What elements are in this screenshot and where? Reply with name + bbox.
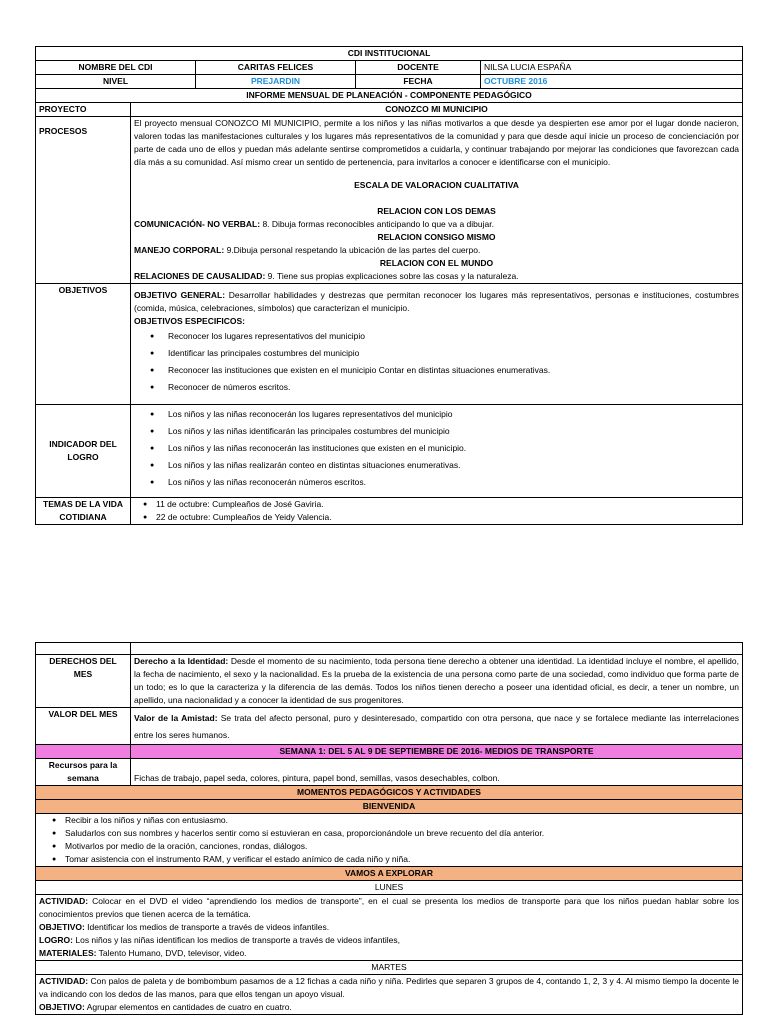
lunes-materiales (39, 947, 739, 960)
com-line (134, 218, 739, 231)
causal-label: RELACIONES DE CAUSALIDAD: (134, 271, 266, 281)
lunes-act-label: ACTIVIDAD: (39, 896, 89, 906)
valor-cell (131, 708, 743, 745)
indicador-cell (131, 405, 743, 498)
valor-title: Valor de la Amistad: (134, 713, 218, 723)
list-item: ● Los niños y las niñas reconocerán las instituciones que existen en el municipio. (168, 440, 739, 457)
martes-objetivo (39, 1001, 739, 1014)
procesos-text: El proyecto mensual CONOZCO MI MUNICIPIO, permite a los niños y las niñas motivarlos a que desde ya despierten ese amor por el lugar donde nacieron, valoren todas las manifestaciones culturales y los lugares más representativos de la comunidad y para que desde aquí inicie un proceso de concienciación por parte de cada uno de ellos y puedan más adelante sentirse comprometidos a cuidarla, y continuar trabajando por mejorar las condiciones que favorezcan cada día más a su comunidad. Así mismo crear un sentido de pertenencia, para invitarlos a conocer e identificarse con el municipio. (134, 118, 740, 167)
lunes-logro-text: Los niños y las niñas identifican los medios de transporte a través de videos infantiles, (73, 935, 400, 945)
fecha-label: FECHA (356, 75, 481, 89)
docente-value: NILSA LUCIA ESPAÑA (481, 61, 743, 75)
explorar-title: VAMOS A EXPLORAR (36, 867, 743, 881)
indicador-label: INDICADOR DEL LOGRO (36, 405, 131, 498)
lunes-act-text: Colocar en el DVD el video “aprendiendo los medios de transporte”, en el cual se presenta los medios de transporte para que los niños puedan hablar sobre los conocimientos previos que tienen acerca de la temática. (39, 896, 739, 919)
lunes-logro-label: LOGRO: (39, 935, 73, 945)
planning-table-bottom (35, 642, 743, 1015)
lunes-actividad (39, 895, 739, 921)
scale-title: ESCALA DE VALORACION CUALITATIVA (354, 180, 519, 190)
proyecto-value: CONOZCO MI MUNICIPIO (131, 103, 743, 117)
manejo-text: 9.Dibuja personal respetando la ubicación de las partes del cuerpo. (224, 245, 481, 255)
lunes-logro (39, 934, 739, 947)
list-item: ● Identificar las principales costumbres del municipio (168, 345, 739, 362)
derechos-title: Derecho a la Identidad: (134, 656, 229, 666)
objetivo-general-label: OBJETIVO GENERAL: (134, 290, 226, 300)
lunes-objetivo (39, 921, 739, 934)
valor-label: VALOR DEL MES (36, 708, 131, 745)
causal-line (134, 270, 739, 283)
list-item: ● Los niños y las niñas reconocerán los lugares representativos del municipio (168, 406, 739, 423)
list-item: ● Reconocer los lugares representativos del municipio (168, 328, 739, 345)
causal-text: 9. Tiene sus propias explicaciones sobre las cosas y la naturaleza. (265, 271, 519, 281)
momentos-title: MOMENTOS PEDAGÓGICOS Y ACTIVIDADES (36, 786, 743, 800)
report-title: INFORME MENSUAL DE PLANEACIÓN - COMPONENTE PEDAGÓGICO (36, 89, 743, 103)
lunes-obj-text: Identificar los medios de transporte a través de videos infantiles. (84, 922, 330, 932)
objetivos-label: OBJETIVOS (36, 284, 131, 405)
lunes-mat-label: MATERIALES: (39, 948, 97, 958)
cdi-value: CARITAS FELICES (196, 61, 356, 75)
martes-act-label: ACTIVIDAD: (39, 976, 89, 986)
proyecto-label: PROYECTO (36, 103, 131, 117)
list-item: ● Reconocer de números escritos. (168, 379, 739, 396)
procesos-cell (131, 117, 743, 284)
list-item: ● Saludarlos con sus nombres y hacerlos sentir como si estuvieran en casa, proporcionándole un breve recuento del día anterior. (65, 827, 739, 840)
martes-cell (36, 975, 743, 1015)
lunes-cell (36, 895, 743, 961)
rel-mismo-heading: RELACION CONSIGO MISMO (377, 232, 496, 242)
cdi-label: NOMBRE DEL CDI (36, 61, 196, 75)
manejo-label: MANEJO CORPORAL: (134, 245, 225, 255)
list-item: ● Recibir a los niños y niñas con entusiasmo. (65, 814, 739, 827)
com-text: 8. Dibuja formas reconocibles anticipando lo que va a dibujar. (260, 219, 494, 229)
empty-cell (36, 643, 131, 655)
rel-demas-heading: RELACION CON LOS DEMAS (377, 206, 496, 216)
valor-text: Se trata del afecto personal, puro y desinteresado, compartido con otra persona, que nace y se fortalece mediante las interrelaciones entre los seres humanos. (134, 713, 739, 740)
docente-label: DOCENTE (356, 61, 481, 75)
rel-mundo-heading: RELACION CON EL MUNDO (379, 258, 494, 268)
recursos-text: Fichas de trabajo, papel seda, colores, pintura, papel bond, semillas, vasos desechables, colbon. (131, 759, 743, 786)
lunes-title: LUNES (36, 881, 743, 895)
list-item: ● 22 de octubre: Cumpleaños de Yeidy Valencia. (156, 511, 739, 524)
objetivos-especificos-label: OBJETIVOS ESPECIFICOS: (134, 316, 245, 326)
institution-title: CDI INSTITUCIONAL (36, 47, 743, 61)
martes-actividad (39, 975, 739, 1001)
nivel-label: NIVEL (36, 75, 196, 89)
empty-cell (131, 643, 743, 655)
recursos-label: Recursos para la semana (36, 759, 131, 786)
list-item: ● Los niños y las niñas realizarán conteo en distintas situaciones enumerativas. (168, 457, 739, 474)
martes-act-text: Con palos de paleta y de bombombum pasamos de a 12 fichas a cada niño y niña. Pedirles que separen 3 grupos de 4, contando 1, 2, 3 y 4. Al mismo tiempo la docente le va indicando con los dedos de las manos, para que ellos tengan un apoyo visual. (39, 976, 739, 999)
objetivo-general (134, 289, 739, 315)
temas-cell (131, 498, 743, 525)
martes-title: MARTES (36, 961, 743, 975)
list-item: ● Los niños y las niñas reconocerán números escritos. (168, 474, 739, 491)
lunes-mat-text: Talento Humano, DVD, televisor, video. (96, 948, 247, 958)
list-item: ● Motivarlos por medio de la oración, canciones, rondas, diálogos. (65, 840, 739, 853)
bienvenida-list (39, 814, 739, 866)
objetivos-cell (131, 284, 743, 405)
objetivo-general-text: Desarrollar habilidades y destrezas que permitan reconocer los lugares más representativos, personas e instituciones, costumbres (comida, música, celebraciones, símbolos) que caracterizan el municipio. (134, 290, 740, 313)
temas-list (134, 498, 739, 524)
com-label: COMUNICACIÓN- NO VERBAL: (134, 219, 261, 229)
list-item: ● Reconocer las instituciones que existen en el municipio Contar en distintas situaciones enumerativas. (168, 362, 739, 379)
semana-blank (36, 745, 131, 759)
procesos-label: PROCESOS (36, 117, 131, 284)
lunes-obj-label: OBJETIVO: (39, 922, 85, 932)
martes-obj-label: OBJETIVO: (39, 1002, 85, 1012)
list-item: ● Los niños y las niñas identificarán las principales costumbres del municipio (168, 423, 739, 440)
semana-title: SEMANA 1: DEL 5 AL 9 DE SEPTIEMBRE DE 2016- MEDIOS DE TRANSPORTE (131, 745, 743, 759)
indicador-list (134, 406, 739, 491)
temas-label: TEMAS DE LA VIDA COTIDIANA (36, 498, 131, 525)
nivel-value: PREJARDIN (196, 75, 356, 89)
planning-table-top (35, 46, 743, 525)
manejo-line (134, 244, 739, 257)
bienvenida-title: BIENVENIDA (36, 800, 743, 814)
martes-obj-text: Agrupar elementos en cantidades de cuatro en cuatro. (84, 1002, 292, 1012)
derechos-cell (131, 655, 743, 708)
derechos-label: DERECHOS DEL MES (36, 655, 131, 708)
list-item: ● 11 de octubre: Cumpleaños de José Gaviria. (156, 498, 739, 511)
fecha-value: OCTUBRE 2016 (481, 75, 743, 89)
list-item: ● Tomar asistencia con el instrumento RAM, y verificar el estado anímico de cada niño y niña. (65, 853, 739, 866)
bienvenida-cell (36, 814, 743, 867)
objetivos-list (134, 328, 739, 396)
derechos-text: Desde el momento de su nacimiento, toda persona tiene derecho a obtener una identidad. La identidad incluye el nombre, el apellido, la fecha de nacimiento, el sexo y la nacionalidad. Es la prueba de la existencia de una persona como parte de una sociedad, como individuo que forma parte de un todo; es lo que la caracteriza y la diferencia de las demás. Todos los niños tienen derecho a poseer una identidad oficial, es decir, a tener un nombre, un apellido, una nacionalidad y a conocer la identidad de sus progenitores. (134, 656, 739, 705)
